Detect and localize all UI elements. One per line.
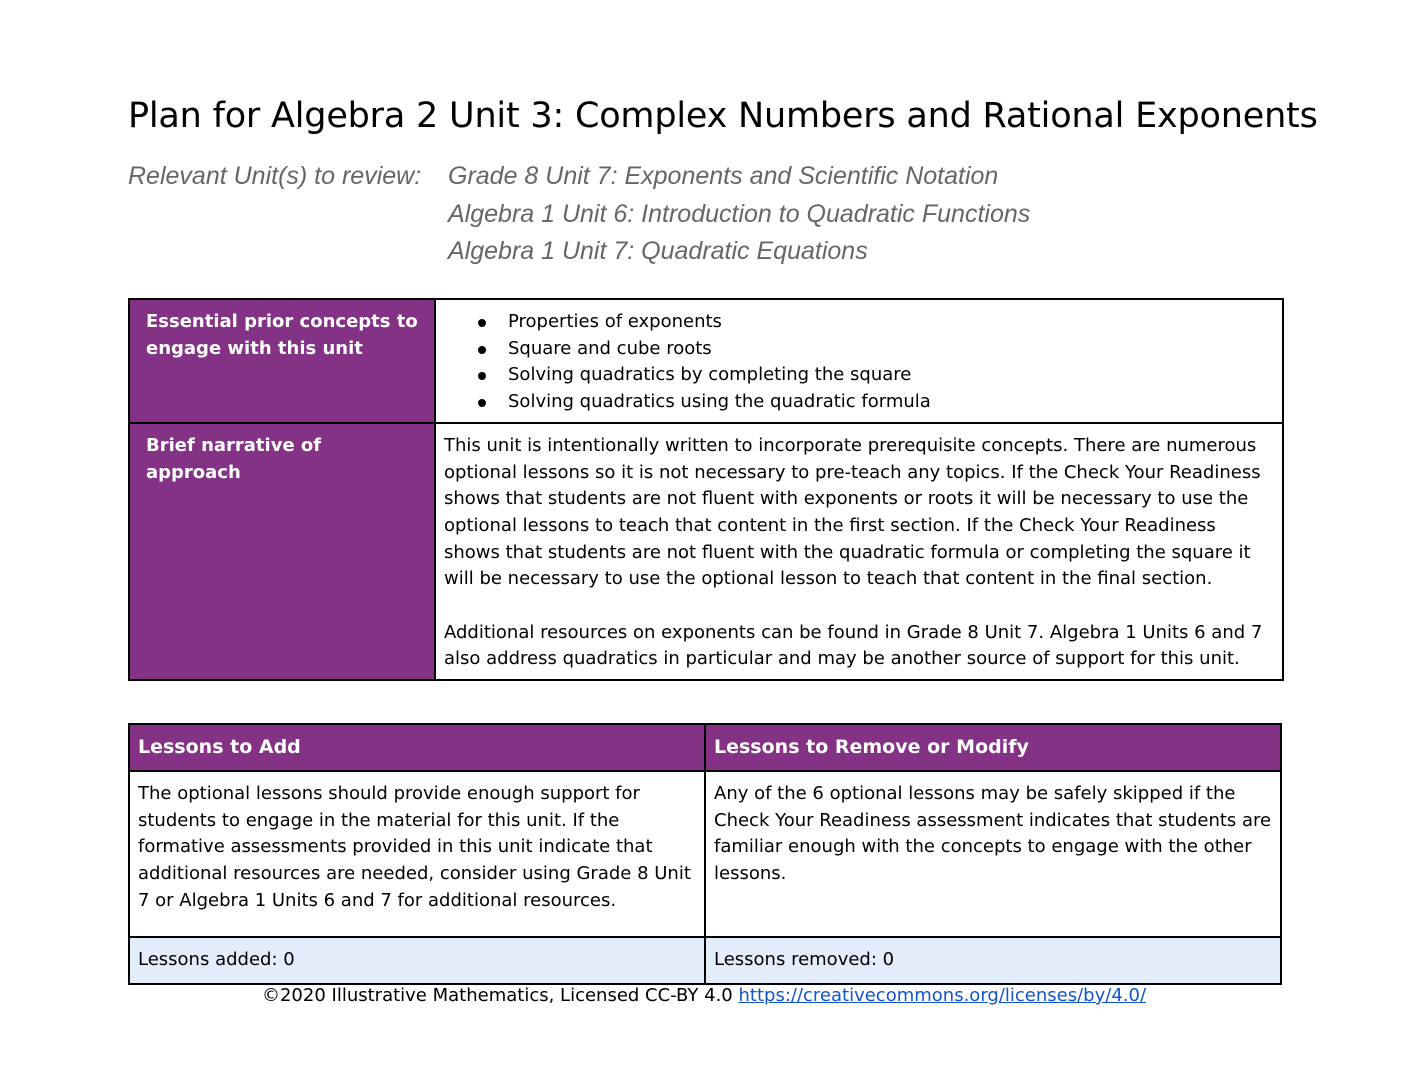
lessons-to-remove-text: Any of the 6 optional lessons may be safely skipped if the Check Your Readiness assessment indicates that students are familiar enough with the concepts to engage with the other lessons. (705, 771, 1281, 937)
list-item: Properties of exponents (508, 309, 1274, 336)
narrative-cell (435, 423, 1283, 680)
narrative-row (129, 423, 1283, 680)
lessons-count-row (129, 937, 1281, 984)
relevant-units-label: Relevant Unit(s) to review: (128, 162, 422, 190)
lessons-body-row (129, 771, 1281, 937)
lessons-table (128, 723, 1282, 985)
page-title: Plan for Algebra 2 Unit 3: Complex Numbers and Rational Exponents (128, 96, 1318, 136)
unit-overview-table (128, 298, 1284, 681)
relevant-unit: Algebra 1 Unit 6: Introduction to Quadratic Functions (448, 199, 1031, 228)
lessons-to-remove-header: Lessons to Remove or Modify (705, 724, 1281, 771)
prior-concepts-list (444, 309, 1274, 416)
narrative-header: Brief narrative of approach (129, 423, 435, 680)
relevant-unit: Grade 8 Unit 7: Exponents and Scientific Notation (448, 162, 999, 190)
lessons-removed-count: Lessons removed: 0 (705, 937, 1281, 984)
relevant-units (128, 158, 1030, 271)
lessons-header-row (129, 724, 1281, 771)
footer (0, 985, 1408, 1006)
lessons-added-count: Lessons added: 0 (129, 937, 705, 984)
prior-concepts-header: Essential prior concepts to engage with this unit (129, 299, 435, 423)
list-item: Solving quadratics using the quadratic formula (508, 389, 1274, 416)
lessons-to-add-header: Lessons to Add (129, 724, 705, 771)
list-item: Solving quadratics by completing the square (508, 362, 1274, 389)
prior-concepts-row (129, 299, 1283, 423)
copyright-text: ©2020 Illustrative Mathematics, Licensed CC-BY 4.0 (261, 985, 733, 1006)
narrative-paragraph: This unit is intentionally written to incorporate prerequisite concepts. There are numerous optional lessons so it is not necessary to pre-teach any topics. If the Check Your Readiness shows that students are not fluent with exponents or roots it will be necessary to use the optional lessons to teach that content in the first section. If the Check Your Readiness shows that students are not fluent with the quadratic formula or completing the square it will be necessary to use the optional lesson to teach that content in the final section. (444, 434, 1261, 590)
license-link[interactable]: https://creativecommons.org/licenses/by/4.0/ (738, 985, 1147, 1006)
prior-concepts-list-cell (435, 299, 1283, 423)
lessons-to-add-text: The optional lessons should provide enough support for students to engage in the material for this unit. If the formative assessments provided in this unit indicate that additional resources are needed, consider using Grade 8 Unit 7 or Algebra 1 Units 6 and 7 for additional resources. (129, 771, 705, 937)
narrative-paragraph: Additional resources on exponents can be found in Grade 8 Unit 7. Algebra 1 Units 6 and 7 also address quadratics in particular and may be another source of support for this unit. (444, 621, 1263, 670)
relevant-unit: Algebra 1 Unit 7: Quadratic Equations (448, 237, 868, 265)
list-item: Square and cube roots (508, 336, 1274, 363)
